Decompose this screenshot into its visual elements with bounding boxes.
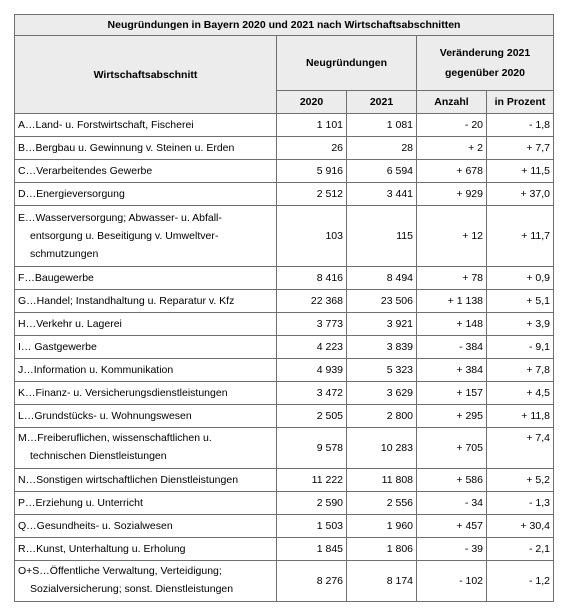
row-label bbox=[15, 515, 277, 538]
change-percent: + 0,9 bbox=[487, 267, 554, 290]
row-label-line: I… Gastgewerbe bbox=[18, 341, 97, 353]
row-label bbox=[15, 428, 277, 469]
change-percent: + 3,9 bbox=[487, 313, 554, 336]
change-count: - 39 bbox=[417, 538, 487, 561]
value-2020: 1 101 bbox=[277, 114, 347, 137]
row-label-line: F…Baugewerbe bbox=[18, 272, 94, 284]
row-label-line: D…Energieversorgung bbox=[18, 188, 125, 200]
table-title: Neugründungen in Bayern 2020 und 2021 nach Wirtschaftsabschnitten bbox=[15, 15, 554, 36]
change-count: + 157 bbox=[417, 382, 487, 405]
row-label-line: B…Bergbau u. Gewinnung v. Steinen u. Erden bbox=[18, 142, 235, 154]
row-label bbox=[15, 313, 277, 336]
row-label bbox=[15, 137, 277, 160]
statistics-table bbox=[14, 14, 554, 602]
row-label bbox=[15, 359, 277, 382]
value-2020: 2 505 bbox=[277, 405, 347, 428]
value-2021: 11 808 bbox=[347, 469, 417, 492]
change-count: + 12 bbox=[417, 206, 487, 267]
value-2021: 1 960 bbox=[347, 515, 417, 538]
value-2021: 3 441 bbox=[347, 183, 417, 206]
subheader-count: Anzahl bbox=[417, 91, 487, 114]
row-label-line: M…Freiberuflichen, wissenschaftlichen u. bbox=[18, 432, 212, 444]
change-percent: + 11,5 bbox=[487, 160, 554, 183]
value-2020: 22 368 bbox=[277, 290, 347, 313]
header-section: Wirtschaftsabschnitt bbox=[15, 36, 277, 114]
change-percent: + 11,7 bbox=[487, 206, 554, 267]
value-2020: 1 845 bbox=[277, 538, 347, 561]
change-count: - 384 bbox=[417, 336, 487, 359]
change-count: - 34 bbox=[417, 492, 487, 515]
value-2020: 26 bbox=[277, 137, 347, 160]
value-2021: 3 839 bbox=[347, 336, 417, 359]
change-count: + 78 bbox=[417, 267, 487, 290]
value-2020: 1 503 bbox=[277, 515, 347, 538]
table-row bbox=[15, 561, 554, 602]
change-count: + 1 138 bbox=[417, 290, 487, 313]
row-label-line: N…Sonstigen wirtschaftlichen Dienstleistungen bbox=[18, 474, 239, 486]
value-2021: 115 bbox=[347, 206, 417, 267]
row-label-line: C…Verarbeitendes Gewerbe bbox=[18, 165, 153, 177]
value-2021: 2 800 bbox=[347, 405, 417, 428]
change-count: + 457 bbox=[417, 515, 487, 538]
header-new-businesses: Neugründungen bbox=[277, 36, 417, 91]
change-percent: + 7,8 bbox=[487, 359, 554, 382]
value-2021: 23 506 bbox=[347, 290, 417, 313]
change-percent: + 37,0 bbox=[487, 183, 554, 206]
subheader-2020: 2020 bbox=[277, 91, 347, 114]
table-body bbox=[15, 114, 554, 602]
row-label-line: H…Verkehr u. Lagerei bbox=[18, 318, 122, 330]
subheader-2021: 2021 bbox=[347, 91, 417, 114]
table-row bbox=[15, 469, 554, 492]
table-row bbox=[15, 382, 554, 405]
change-percent: - 1,3 bbox=[487, 492, 554, 515]
table-row bbox=[15, 137, 554, 160]
header-change-line2: gegenüber 2020 bbox=[445, 67, 525, 79]
row-label bbox=[15, 267, 277, 290]
table-row bbox=[15, 313, 554, 336]
change-percent: - 9,1 bbox=[487, 336, 554, 359]
table-row bbox=[15, 114, 554, 137]
row-label bbox=[15, 492, 277, 515]
change-percent: + 7,7 bbox=[487, 137, 554, 160]
value-2021: 28 bbox=[347, 137, 417, 160]
change-percent: + 7,4 bbox=[487, 428, 554, 469]
change-count: + 2 bbox=[417, 137, 487, 160]
value-2021: 6 594 bbox=[347, 160, 417, 183]
table-row bbox=[15, 290, 554, 313]
change-count: + 678 bbox=[417, 160, 487, 183]
value-2020: 4 223 bbox=[277, 336, 347, 359]
value-2020: 103 bbox=[277, 206, 347, 267]
change-percent: - 2,1 bbox=[487, 538, 554, 561]
change-percent: + 5,2 bbox=[487, 469, 554, 492]
table-row bbox=[15, 405, 554, 428]
row-label-line: K…Finanz- u. Versicherungsdienstleistungen bbox=[18, 387, 228, 399]
value-2021: 8 174 bbox=[347, 561, 417, 602]
change-percent: + 30,4 bbox=[487, 515, 554, 538]
header-change bbox=[417, 36, 554, 91]
row-label bbox=[15, 160, 277, 183]
row-label-line: R…Kunst, Unterhaltung u. Erholung bbox=[18, 543, 186, 555]
value-2021: 2 556 bbox=[347, 492, 417, 515]
change-percent: - 1,2 bbox=[487, 561, 554, 602]
table-row bbox=[15, 515, 554, 538]
value-2020: 3 472 bbox=[277, 382, 347, 405]
value-2020: 2 512 bbox=[277, 183, 347, 206]
change-count: + 148 bbox=[417, 313, 487, 336]
row-label-line: L…Grundstücks- u. Wohnungswesen bbox=[18, 410, 192, 422]
row-label-line: P…Erziehung u. Unterricht bbox=[18, 497, 143, 509]
row-label-line: Sozialversicherung; sonst. Dienstleistungen bbox=[30, 583, 234, 595]
row-label bbox=[15, 183, 277, 206]
value-2021: 8 494 bbox=[347, 267, 417, 290]
table-row bbox=[15, 206, 554, 267]
row-label bbox=[15, 538, 277, 561]
value-2020: 11 222 bbox=[277, 469, 347, 492]
change-count: + 705 bbox=[417, 428, 487, 469]
value-2021: 10 283 bbox=[347, 428, 417, 469]
change-count: + 295 bbox=[417, 405, 487, 428]
table-row bbox=[15, 336, 554, 359]
table-row bbox=[15, 183, 554, 206]
value-2020: 8 416 bbox=[277, 267, 347, 290]
change-percent: - 1,8 bbox=[487, 114, 554, 137]
value-2020: 5 916 bbox=[277, 160, 347, 183]
value-2020: 2 590 bbox=[277, 492, 347, 515]
row-label bbox=[15, 382, 277, 405]
table-row bbox=[15, 160, 554, 183]
row-label bbox=[15, 405, 277, 428]
table-row bbox=[15, 267, 554, 290]
row-label bbox=[15, 561, 277, 602]
header-change-line1: Veränderung 2021 bbox=[439, 47, 531, 59]
row-label-line: entsorgung u. Beseitigung v. Umweltver- bbox=[30, 230, 219, 242]
row-label bbox=[15, 469, 277, 492]
subheader-percent: in Prozent bbox=[487, 91, 554, 114]
value-2021: 3 921 bbox=[347, 313, 417, 336]
table-row bbox=[15, 359, 554, 382]
change-count: - 20 bbox=[417, 114, 487, 137]
table-row bbox=[15, 428, 554, 469]
value-2020: 4 939 bbox=[277, 359, 347, 382]
change-count: - 102 bbox=[417, 561, 487, 602]
row-label bbox=[15, 290, 277, 313]
table-row bbox=[15, 492, 554, 515]
change-percent: + 4,5 bbox=[487, 382, 554, 405]
change-count: + 384 bbox=[417, 359, 487, 382]
row-label bbox=[15, 114, 277, 137]
value-2020: 8 276 bbox=[277, 561, 347, 602]
change-percent: + 5,1 bbox=[487, 290, 554, 313]
row-label-line: G…Handel; Instandhaltung u. Reparatur v. Kfz bbox=[18, 295, 235, 307]
row-label-line: technischen Dienstleistungen bbox=[30, 450, 167, 462]
value-2020: 3 773 bbox=[277, 313, 347, 336]
change-count: + 929 bbox=[417, 183, 487, 206]
value-2021: 5 323 bbox=[347, 359, 417, 382]
change-count: + 586 bbox=[417, 469, 487, 492]
row-label-line: E…Wasserversorgung; Abwasser- u. Abfall- bbox=[18, 212, 222, 224]
row-label bbox=[15, 336, 277, 359]
row-label-line: Q…Gesundheits- u. Sozialwesen bbox=[18, 520, 173, 532]
change-percent: + 11,8 bbox=[487, 405, 554, 428]
table-row bbox=[15, 538, 554, 561]
value-2021: 1 081 bbox=[347, 114, 417, 137]
row-label-line: A…Land- u. Forstwirtschaft, Fischerei bbox=[18, 119, 194, 131]
row-label-line: J…Information u. Kommunikation bbox=[18, 364, 174, 376]
value-2021: 1 806 bbox=[347, 538, 417, 561]
value-2021: 3 629 bbox=[347, 382, 417, 405]
row-label-line: schmutzungen bbox=[30, 248, 99, 260]
row-label-line: O+S…Öffentliche Verwaltung, Verteidigung; bbox=[18, 565, 222, 577]
row-label bbox=[15, 206, 277, 267]
value-2020: 9 578 bbox=[277, 428, 347, 469]
